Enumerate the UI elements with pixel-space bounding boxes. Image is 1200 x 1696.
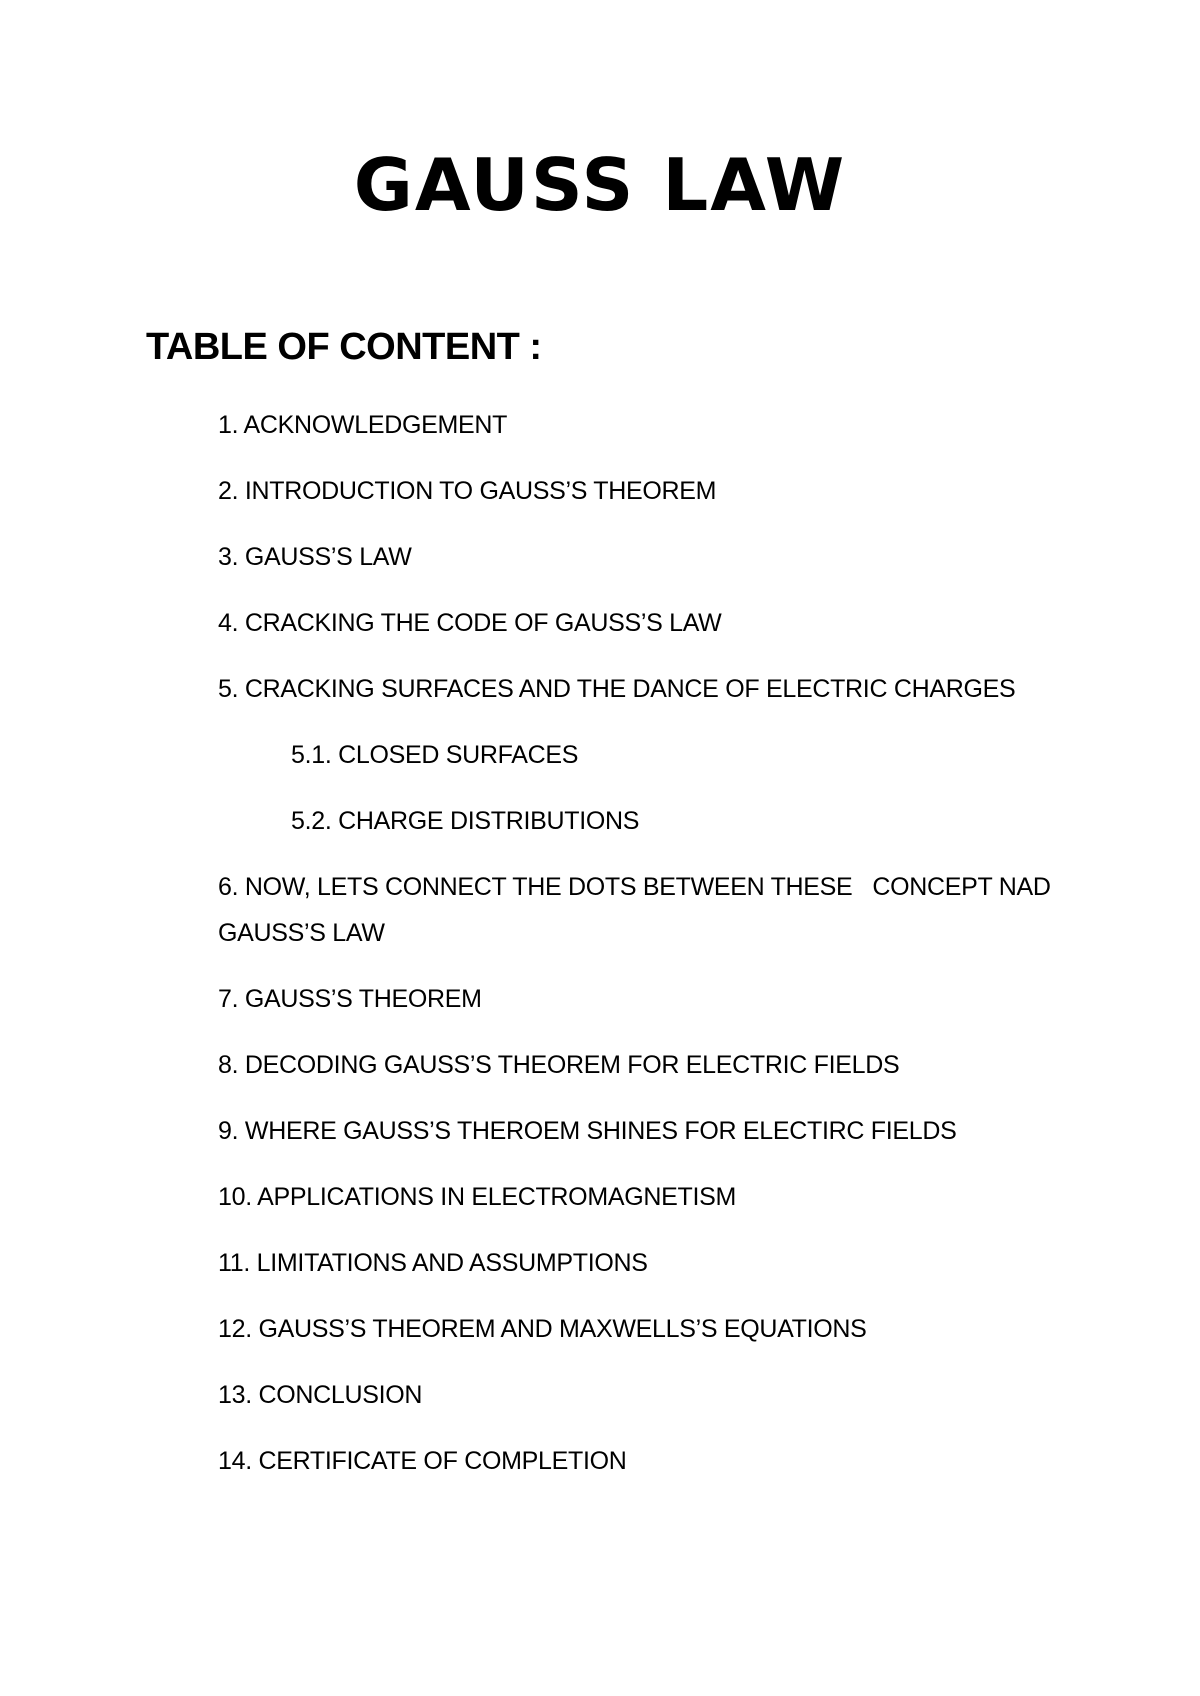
toc-item: 7. GAUSS’S THEOREM xyxy=(218,985,482,1013)
toc-item: 13. CONCLUSION xyxy=(218,1381,423,1409)
toc-heading: TABLE OF CONTENT : xyxy=(146,326,542,368)
toc-item: 5. CRACKING SURFACES AND THE DANCE OF ELECTRIC CHARGES xyxy=(218,675,1016,703)
toc-item: 10. APPLICATIONS IN ELECTROMAGNETISM xyxy=(218,1183,737,1211)
toc-item: 8. DECODING GAUSS’S THEOREM FOR ELECTRIC FIELDS xyxy=(218,1051,900,1079)
toc-item: 1. ACKNOWLEDGEMENT xyxy=(218,411,508,439)
toc-subitem: 5.2. CHARGE DISTRIBUTIONS xyxy=(291,807,640,835)
toc-item: 14. CERTIFICATE OF COMPLETION xyxy=(218,1447,627,1475)
toc-item: 11. LIMITATIONS AND ASSUMPTIONS xyxy=(218,1249,648,1277)
toc-item: 3. GAUSS’S LAW xyxy=(218,543,412,571)
toc-item: 6. NOW, LETS CONNECT THE DOTS BETWEEN THESE CONCEPT NAD GAUSS’S LAW xyxy=(218,873,1058,947)
toc-subitem: 5.1. CLOSED SURFACES xyxy=(291,741,579,769)
toc-item: 2. INTRODUCTION TO GAUSS’S THEOREM xyxy=(218,477,717,505)
document-title: GAUSS LAW xyxy=(353,143,847,227)
toc-item: 12. GAUSS’S THEOREM AND MAXWELLS’S EQUATIONS xyxy=(218,1315,867,1343)
toc-item: 9. WHERE GAUSS’S THEROEM SHINES FOR ELECTIRC FIELDS xyxy=(218,1117,957,1145)
table-of-contents xyxy=(218,402,1098,1504)
toc-item: 4. CRACKING THE CODE OF GAUSS’S LAW xyxy=(218,609,722,637)
